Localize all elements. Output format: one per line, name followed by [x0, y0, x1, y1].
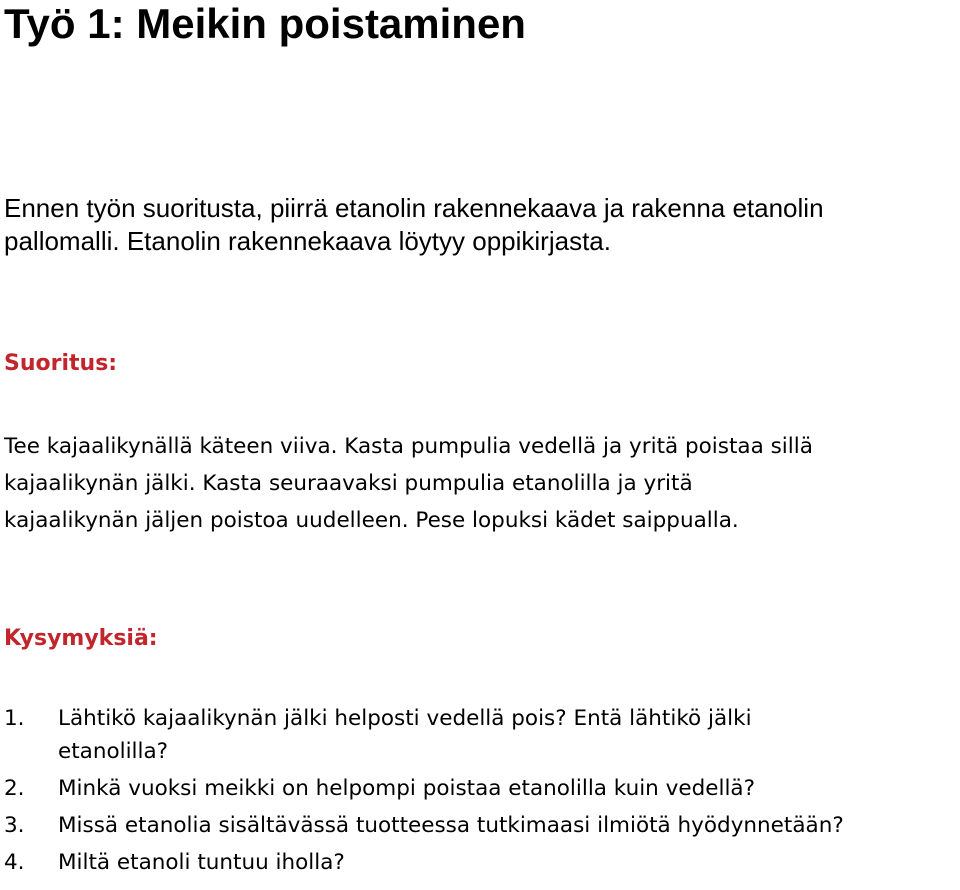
suoritus-line: kajaalikynän jäljen poistoa uudelleen. Pese lopuksi kädet saippualla.: [4, 508, 739, 533]
question-line: Minkä vuoksi meikki on helpompi poistaa etanolilla kuin vedellä?: [58, 776, 756, 801]
intro-line: Ennen työn suoritusta, piirrä etanolin rakennekaava ja rakenna etanolin: [4, 193, 824, 223]
question-number: 3.: [4, 813, 25, 838]
question-list: [4, 700, 960, 881]
question-item: [4, 700, 960, 770]
question-text: [58, 770, 960, 807]
question-item: [4, 770, 960, 807]
question-text: [58, 700, 960, 770]
suoritus-paragraph: [4, 428, 954, 539]
section-heading-kysymyksia: Kysymyksiä:: [4, 626, 158, 651]
page-title: Työ 1: Meikin poistaminen: [4, 0, 526, 47]
question-item: [4, 844, 960, 881]
intro-paragraph: [4, 192, 944, 258]
section-heading-suoritus: Suoritus:: [4, 351, 118, 376]
question-line: Lähtikö kajaalikynän jälki helposti vedellä pois? Entä lähtikö jälki: [58, 706, 752, 731]
question-text: [58, 807, 960, 844]
suoritus-line: kajaalikynän jälki. Kasta seuraavaksi pumpulia etanolilla ja yritä: [4, 471, 693, 496]
question-line: Missä etanolia sisältävässä tuotteessa tutkimaasi ilmiötä hyödynnetään?: [58, 813, 844, 838]
intro-line: pallomalli. Etanolin rakennekaava löytyy oppikirjasta.: [4, 226, 611, 256]
question-item: [4, 807, 960, 844]
question-line: etanolilla?: [58, 739, 169, 764]
question-number: 1.: [4, 706, 25, 731]
question-number: 2.: [4, 776, 25, 801]
question-number: 4.: [4, 850, 25, 875]
question-text: [58, 844, 960, 881]
suoritus-line: Tee kajaalikynällä käteen viiva. Kasta pumpulia vedellä ja yritä poistaa sillä: [4, 434, 813, 459]
question-line: Miltä etanoli tuntuu iholla?: [58, 850, 345, 875]
